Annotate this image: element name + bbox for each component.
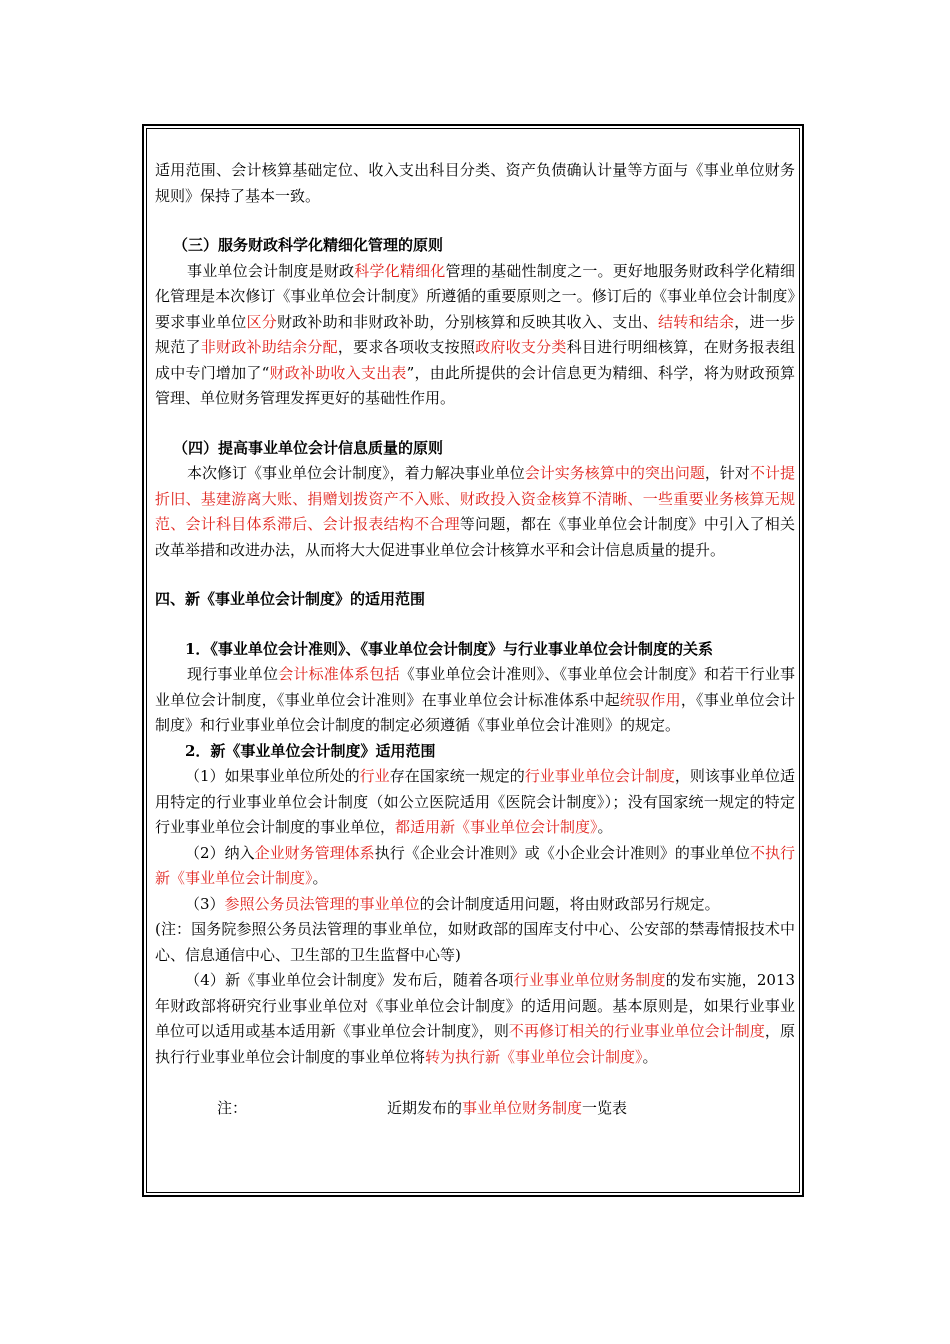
- text-run: ，要求各项收支按照: [337, 338, 476, 356]
- text-run: ，《事业单位会计制度》和行业事业单位会计制度的制定必须遵循《事业单位会计准则》的规定。: [155, 690, 795, 734]
- text-run: 事业单位会计制度是财政: [187, 261, 355, 280]
- highlighted-text: 都适用新《事业单位会计制度》: [395, 818, 598, 836]
- highlighted-text: 企业财务管理体系: [254, 843, 375, 862]
- text-run: 一览表: [582, 1099, 628, 1117]
- section-heading-4: （四）提高事业单位会计信息质量的原则: [173, 438, 444, 457]
- intro-paragraph: [155, 158, 795, 209]
- paragraph-scope-1: [155, 764, 795, 841]
- text-run: ，进一步规范了: [155, 312, 795, 356]
- highlighted-text: 政府收支分类: [475, 338, 567, 356]
- text-run: 的发布实施，2013年财政部将研究行业事业单位对《事业单位会计制度》的适用问题。基本原则是，如果行业事业单位可以适用或基本适用新《事业单位会计制度》，则: [155, 971, 795, 1040]
- highlighted-text: 转为执行新《事业单位会计制度》: [425, 1047, 643, 1066]
- footer-note: [155, 1096, 795, 1122]
- paragraph-relationship: [155, 662, 795, 739]
- text-run: 。: [642, 1047, 658, 1066]
- highlighted-text: 不再修订相关的行业事业单位会计制度: [508, 1022, 765, 1040]
- text-run: ”，由此所提供的会计信息更为精细、科学，将为财政预算管理、单位财务管理发挥更好的基础性作用。: [155, 363, 795, 407]
- text-run: 近期发布的: [387, 1099, 463, 1117]
- text-run: 财政补助和非财政补助，分别核算和反映其收入、支出、: [276, 312, 658, 331]
- highlighted-text: 行业: [359, 767, 390, 785]
- paragraph-scope-4: [155, 968, 795, 1070]
- section-heading-3: （三）服务财政科学化精细化管理的原则: [173, 236, 444, 254]
- text-run: 。: [597, 818, 613, 836]
- subheading-2: 2．新《事业单位会计制度》适用范围: [185, 741, 436, 760]
- highlighted-text: 会计实务核算中的突出问题: [524, 464, 705, 482]
- paragraph-scope-3: [155, 892, 795, 918]
- highlighted-text: 行业事业单位财务制度: [513, 971, 666, 989]
- paragraph-scope-2: [155, 841, 795, 892]
- highlighted-text: 结转和结余: [658, 312, 735, 331]
- highlighted-text: 参照公务员法管理的事业单位: [224, 894, 420, 913]
- paragraph-principle-4: [155, 461, 795, 563]
- text-run: 执行《企业会计准则》或《小企业会计准则》的事业单位: [374, 843, 750, 862]
- highlighted-text: 科学化精细化: [354, 261, 446, 280]
- text-run: 现行事业单位: [187, 665, 279, 683]
- text-run: ，原执行行业事业单位会计制度的事业单位将: [155, 1022, 795, 1066]
- text-run: 的会计制度适用问题，将由财政部另行规定。: [419, 894, 720, 913]
- text-run: 。: [312, 869, 328, 887]
- text-run: 管理的基础性制度之一。更好地服务财政科学化精细化管理是本次修订《事业单位会计制度》所遵循的重要原则之一。修订后的《事业单位会计制度》要求事业单位: [155, 261, 795, 331]
- highlighted-text: 财政补助收入支出表: [269, 363, 407, 382]
- highlighted-text: 统驭作用: [619, 690, 681, 709]
- text-run: ，针对: [704, 464, 750, 482]
- text-run: （3）: [185, 894, 225, 913]
- paragraph-principle-3: [155, 259, 795, 412]
- text-run: 《事业单位会计准则》、《事业单位会计制度》和若干行业事业单位会计制度，《事业单位会计准则》在事业单位会计标准体系中起: [155, 665, 795, 709]
- text-run: (注：国务院参照公务员法管理的事业单位，如财政部的国库支付中心、公安部的禁毒情报技术中心、信息通信中心、卫生部的卫生监督中心等): [155, 920, 795, 964]
- text-run: 适用范围、会计核算基础定位、收入支出科目分类、资产负债确认计量等方面与《事业单位财务规则》保持了基本一致。: [155, 161, 795, 205]
- paragraph-scope-note: [155, 917, 795, 968]
- highlighted-text: 不计提折旧、基建游离大账、捐赠划拨资产不入账、财政投入资金核算不清晰、一些重要业务核算无规范、会计科目体系滞后、会计报表结构不合理: [155, 464, 795, 533]
- text-run: 等问题，都在《事业单位会计制度》中引入了相关改革举措和改进办法，从而将大大促进事业单位会计核算水平和会计信息质量的提升。: [155, 515, 795, 559]
- note-label: 注：: [217, 1099, 248, 1117]
- text-run: （4）新《事业单位会计制度》发布后，随着各项: [185, 971, 514, 989]
- highlighted-text: 不执行新《事业单位会计制度》: [155, 843, 795, 887]
- highlighted-text: 非财政补助结余分配: [200, 338, 338, 356]
- document-content: [155, 158, 795, 1122]
- text-run: （2）纳入: [185, 843, 255, 862]
- text-run: （1）如果事业单位所处的: [185, 767, 360, 785]
- subheading-1: 1．《事业单位会计准则》、《事业单位会计制度》与行业事业单位会计制度的关系: [185, 639, 713, 658]
- highlighted-text: 会计标准体系包括: [278, 665, 400, 683]
- text-run: 存在国家统一规定的: [389, 767, 525, 785]
- text-run: ，则该事业单位适用特定的行业事业单位会计制度（如公立医院适用《医院会计制度》）；没有国家统一规定的特定行业事业单位会计制度的事业单位，: [155, 767, 795, 836]
- chapter-heading-4: 四、新《事业单位会计制度》的适用范围: [155, 590, 426, 608]
- note-table-title: [387, 1096, 627, 1122]
- highlighted-text: 事业单位财务制度: [462, 1099, 583, 1117]
- text-run: 本次修订《事业单位会计制度》，着力解决事业单位: [187, 464, 525, 482]
- text-run: 科目进行明细核算，在财务报表组成中专门增加了“: [155, 338, 795, 382]
- highlighted-text: 区分: [246, 312, 277, 331]
- highlighted-text: 行业事业单位会计制度: [524, 767, 675, 785]
